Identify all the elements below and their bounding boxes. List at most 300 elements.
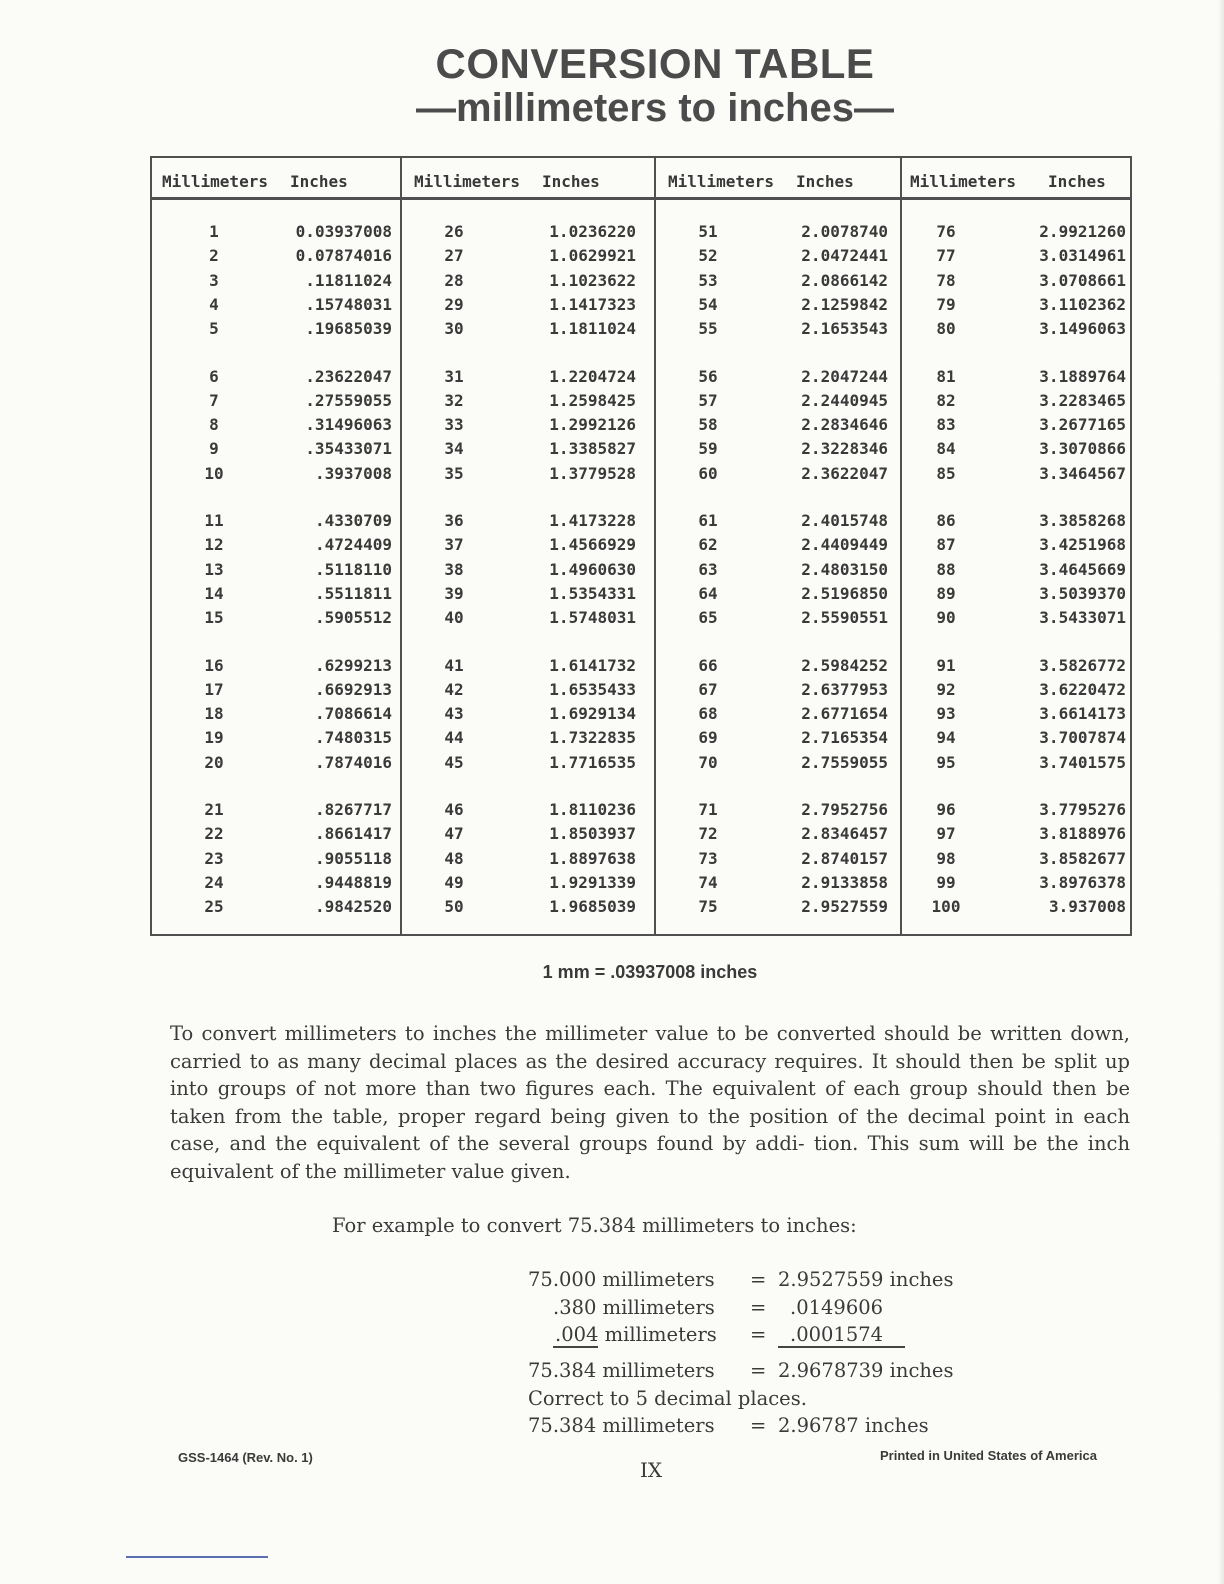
inch-value: 2.8740157 — [801, 848, 888, 868]
table-row — [656, 582, 900, 606]
inch-value: 1.2992126 — [549, 415, 636, 435]
mm-value: 6 — [209, 366, 219, 386]
inch-value: .6692913 — [314, 679, 392, 699]
inch-value: .6299213 — [314, 655, 392, 675]
inch-value: 2.2047244 — [801, 366, 888, 386]
table-row — [656, 822, 900, 846]
inch-value: 1.6141732 — [549, 655, 636, 675]
table-row — [656, 244, 900, 268]
table-row — [902, 509, 1130, 533]
mm-value: 35 — [444, 463, 464, 483]
inch-value: 3.8976378 — [1039, 872, 1126, 892]
inch-value: 1.5748031 — [549, 608, 636, 628]
table-row — [902, 558, 1130, 582]
inch-value: 2.8346457 — [801, 824, 888, 844]
mm-value: 51 — [698, 222, 718, 241]
conversion-table — [150, 156, 1132, 936]
table-row — [902, 220, 1130, 244]
mm-value: 65 — [698, 608, 718, 628]
mm-value: 80 — [936, 319, 956, 339]
inch-value: 1.3779528 — [549, 463, 636, 483]
mm-value: 2 — [209, 246, 219, 266]
mm-value: 44 — [444, 728, 464, 748]
table-row — [656, 462, 900, 486]
mm-value: 17 — [204, 679, 224, 699]
inch-value: .4330709 — [314, 511, 392, 530]
mm-value: 10 — [204, 463, 224, 483]
table-row — [402, 702, 654, 726]
mm-value: 85 — [936, 463, 956, 483]
mm-value: 96 — [936, 800, 956, 819]
inch-value: 3.8188976 — [1039, 824, 1126, 844]
mm-value: 99 — [936, 872, 956, 892]
inch-value: 1.1811024 — [549, 319, 636, 339]
inch-value: 3.937008 — [1048, 897, 1126, 917]
inch-value: 2.4015748 — [801, 511, 888, 530]
inch-value: 3.1889764 — [1039, 366, 1126, 386]
table-column-1 — [152, 158, 402, 934]
inch-value: 1.7716535 — [549, 752, 636, 772]
table-row — [152, 365, 400, 389]
mm-value: 81 — [936, 366, 956, 386]
mm-value: 43 — [444, 704, 464, 724]
inch-value: 3.8582677 — [1039, 848, 1126, 868]
table-row — [402, 871, 654, 895]
table-row — [902, 533, 1130, 557]
calc-line6-mm: 75.384 millimeters — [528, 1414, 715, 1437]
print-notice: Printed in United States of America — [880, 1448, 1097, 1463]
table-column-2 — [402, 158, 656, 934]
inch-value: 3.3070866 — [1039, 439, 1126, 459]
mm-value: 56 — [698, 366, 718, 386]
table-row — [152, 462, 400, 486]
row-group — [402, 365, 654, 510]
mm-value: 88 — [936, 559, 956, 579]
calc-line4-in: 2.9678739 inches — [778, 1359, 954, 1382]
page-subtitle: —millimeters to inches— — [416, 86, 894, 130]
table-row — [152, 678, 400, 702]
calc-line6-eq: = — [750, 1414, 767, 1437]
column-header — [402, 158, 654, 200]
mm-value: 78 — [936, 270, 956, 290]
mm-value: 39 — [444, 583, 464, 603]
inch-value: .9055118 — [314, 848, 392, 868]
mm-value: 62 — [698, 535, 718, 555]
table-row — [656, 654, 900, 678]
inch-value: 2.5590551 — [801, 608, 888, 628]
inch-value: .19685039 — [305, 319, 392, 339]
example-intro: For example to convert 75.384 millimeters to inches: — [332, 1214, 857, 1237]
inch-value: 1.9685039 — [549, 897, 636, 917]
inch-value: 3.7007874 — [1039, 728, 1126, 748]
row-group — [152, 509, 400, 654]
table-row — [152, 582, 400, 606]
mm-value: 29 — [444, 294, 464, 314]
mm-value: 13 — [204, 559, 224, 579]
inch-value: 1.7322835 — [549, 728, 636, 748]
column-header — [152, 158, 400, 200]
mm-value: 26 — [444, 222, 464, 241]
mm-value: 22 — [204, 824, 224, 844]
inch-value: .7086614 — [314, 704, 392, 724]
table-row — [152, 244, 400, 268]
table-row — [152, 269, 400, 293]
mm-value: 94 — [936, 728, 956, 748]
inch-value: 1.0629921 — [549, 246, 636, 266]
mm-value: 61 — [698, 511, 718, 530]
table-column-4 — [902, 158, 1130, 934]
inch-value: 3.0708661 — [1039, 270, 1126, 290]
mm-value: 54 — [698, 294, 718, 314]
mm-value: 63 — [698, 559, 718, 579]
table-row — [152, 533, 400, 557]
row-group — [902, 798, 1130, 943]
mm-value: 75 — [698, 897, 718, 917]
page-edge-shade — [1218, 0, 1224, 1584]
calc-line2-eq: = — [750, 1296, 767, 1319]
row-group — [656, 509, 900, 654]
mm-value: 53 — [698, 270, 718, 290]
inch-value: 2.5196850 — [801, 583, 888, 603]
mm-value: 47 — [444, 824, 464, 844]
mm-value: 38 — [444, 559, 464, 579]
mm-value: 16 — [204, 655, 224, 675]
mm-value: 100 — [931, 897, 961, 917]
table-row — [152, 558, 400, 582]
table-row — [902, 822, 1130, 846]
table-row — [656, 317, 900, 341]
table-row — [902, 582, 1130, 606]
mm-value: 55 — [698, 319, 718, 339]
inch-value: .9842520 — [314, 897, 392, 917]
table-row — [902, 798, 1130, 822]
header-inches: Inches — [542, 172, 600, 191]
column-header — [656, 158, 900, 200]
table-row — [402, 413, 654, 437]
table-row — [152, 702, 400, 726]
mm-value: 83 — [936, 415, 956, 435]
mm-value: 21 — [204, 800, 224, 819]
calc-line3-num: .004 — [555, 1323, 599, 1346]
row-group — [656, 220, 900, 365]
table-row — [402, 606, 654, 630]
inch-value: 2.0472441 — [801, 246, 888, 266]
table-row — [402, 558, 654, 582]
row-group — [902, 365, 1130, 510]
mm-value: 79 — [936, 294, 956, 314]
conversion-factor-note: 1 mm = .03937008 inches — [542, 962, 758, 982]
table-row — [402, 269, 654, 293]
mm-value: 18 — [204, 704, 224, 724]
inch-value: .3937008 — [314, 463, 392, 483]
row-group — [152, 798, 400, 943]
table-row — [402, 678, 654, 702]
inch-value: 2.7952756 — [801, 800, 888, 819]
inch-value: .5118110 — [314, 559, 392, 579]
table-row — [402, 293, 654, 317]
inch-value: 1.2204724 — [549, 366, 636, 386]
calc-line4-eq: = — [750, 1359, 767, 1382]
inch-value: 3.5826772 — [1039, 655, 1126, 675]
table-row — [656, 678, 900, 702]
table-row — [656, 606, 900, 630]
inch-value: 3.7795276 — [1039, 800, 1126, 819]
mm-value: 74 — [698, 872, 718, 892]
inch-value: 2.9527559 — [801, 897, 888, 917]
row-group — [402, 220, 654, 365]
table-row — [902, 244, 1130, 268]
inch-value: 0.03937008 — [295, 222, 392, 241]
header-millimeters: Millimeters — [910, 172, 1016, 191]
inch-value: .5511811 — [314, 583, 392, 603]
table-row — [402, 533, 654, 557]
mm-value: 32 — [444, 390, 464, 410]
inch-value: 1.9291339 — [549, 872, 636, 892]
mm-value: 70 — [698, 752, 718, 772]
inch-value: 3.4645669 — [1039, 559, 1126, 579]
inch-value: .7874016 — [314, 752, 392, 772]
mm-value: 30 — [444, 319, 464, 339]
mm-value: 25 — [204, 897, 224, 917]
table-row — [902, 654, 1130, 678]
mm-value: 11 — [204, 511, 224, 530]
column-header — [902, 158, 1130, 200]
mm-value: 23 — [204, 848, 224, 868]
mm-value: 72 — [698, 824, 718, 844]
inch-value: .35433071 — [305, 439, 392, 459]
mm-value: 31 — [444, 366, 464, 386]
inch-value: 2.5984252 — [801, 655, 888, 675]
inch-value: 3.2283465 — [1039, 390, 1126, 410]
table-row — [402, 751, 654, 775]
inch-value: 2.3622047 — [801, 463, 888, 483]
table-row — [902, 702, 1130, 726]
table-row — [402, 462, 654, 486]
mm-value: 93 — [936, 704, 956, 724]
inch-value: 2.9921260 — [1039, 222, 1126, 241]
page-title: CONVERSION TABLE — [435, 40, 875, 87]
inch-value: 0.07874016 — [295, 246, 392, 266]
inch-value: .15748031 — [305, 294, 392, 314]
table-row — [152, 606, 400, 630]
header-inches: Inches — [290, 172, 348, 191]
inch-value: 1.8110236 — [549, 800, 636, 819]
inch-value: 2.1259842 — [801, 294, 888, 314]
mm-value: 73 — [698, 848, 718, 868]
inch-value: .5905512 — [314, 608, 392, 628]
mm-value: 97 — [936, 824, 956, 844]
inch-value: 2.2834646 — [801, 415, 888, 435]
mm-value: 68 — [698, 704, 718, 724]
mm-value: 5 — [209, 319, 219, 339]
table-row — [656, 365, 900, 389]
inch-value: 2.0866142 — [801, 270, 888, 290]
table-row — [152, 220, 400, 244]
inch-value: 3.5433071 — [1039, 608, 1126, 628]
inch-value: 2.0078740 — [801, 222, 888, 241]
inch-value: 3.4251968 — [1039, 535, 1126, 555]
mm-value: 37 — [444, 535, 464, 555]
table-row — [402, 509, 654, 533]
mm-value: 1 — [209, 222, 219, 241]
table-row — [656, 509, 900, 533]
inch-value: 1.1023622 — [549, 270, 636, 290]
mm-value: 89 — [936, 583, 956, 603]
inch-value: 1.4566929 — [549, 535, 636, 555]
inch-value: 3.1102362 — [1039, 294, 1126, 314]
table-row — [656, 798, 900, 822]
mm-value: 52 — [698, 246, 718, 266]
inch-value: 3.3858268 — [1039, 511, 1126, 530]
table-row — [656, 389, 900, 413]
inch-value: 3.6220472 — [1039, 679, 1126, 699]
inch-value: 1.6535433 — [549, 679, 636, 699]
calc-line6-in: 2.96787 inches — [778, 1414, 929, 1437]
table-row — [152, 509, 400, 533]
inch-value: 1.3385827 — [549, 439, 636, 459]
header-millimeters: Millimeters — [668, 172, 774, 191]
table-row — [152, 726, 400, 750]
row-group — [902, 509, 1130, 654]
table-row — [902, 606, 1130, 630]
inch-value: 3.7401575 — [1039, 752, 1126, 772]
row-group — [152, 220, 400, 365]
mm-value: 45 — [444, 752, 464, 772]
calc-line3-eq: = — [750, 1323, 767, 1346]
header-millimeters: Millimeters — [162, 172, 268, 191]
calc-line3-in: .0001574 — [778, 1323, 905, 1348]
table-row — [656, 533, 900, 557]
calc-line1-eq: = — [750, 1268, 767, 1291]
calc-line3-mm — [553, 1323, 717, 1346]
inch-value: 3.5039370 — [1039, 583, 1126, 603]
mm-value: 42 — [444, 679, 464, 699]
table-row — [656, 726, 900, 750]
mm-value: 66 — [698, 655, 718, 675]
mm-value: 60 — [698, 463, 718, 483]
row-group — [656, 654, 900, 799]
mm-value: 36 — [444, 511, 464, 530]
row-group — [402, 509, 654, 654]
row-group — [152, 365, 400, 510]
mm-value: 8 — [209, 415, 219, 435]
inch-value: 1.6929134 — [549, 704, 636, 724]
inch-value: 2.4409449 — [801, 535, 888, 555]
inch-value: .8267717 — [314, 800, 392, 819]
mm-value: 84 — [936, 439, 956, 459]
table-row — [902, 413, 1130, 437]
table-row — [152, 751, 400, 775]
table-row — [402, 798, 654, 822]
mm-value: 71 — [698, 800, 718, 819]
table-row — [902, 365, 1130, 389]
mm-value: 91 — [936, 655, 956, 675]
table-row — [402, 822, 654, 846]
table-row — [902, 895, 1130, 919]
table-row — [402, 582, 654, 606]
inch-value: 2.9133858 — [801, 872, 888, 892]
row-group — [656, 365, 900, 510]
mm-value: 87 — [936, 535, 956, 555]
inch-value: 3.0314961 — [1039, 246, 1126, 266]
inch-value: 2.1653543 — [801, 319, 888, 339]
table-row — [656, 413, 900, 437]
table-row — [152, 822, 400, 846]
mm-value: 48 — [444, 848, 464, 868]
mm-value: 9 — [209, 439, 219, 459]
inch-value: .9448819 — [314, 872, 392, 892]
table-row — [902, 678, 1130, 702]
mm-value: 14 — [204, 583, 224, 603]
table-row — [656, 751, 900, 775]
inch-value: 1.1417323 — [549, 294, 636, 314]
mm-value: 67 — [698, 679, 718, 699]
table-row — [656, 871, 900, 895]
table-row — [402, 365, 654, 389]
mm-value: 3 — [209, 270, 219, 290]
table-row — [402, 654, 654, 678]
table-row — [902, 437, 1130, 461]
table-row — [656, 293, 900, 317]
table-row — [902, 389, 1130, 413]
table-row — [152, 654, 400, 678]
inch-value: 2.2440945 — [801, 390, 888, 410]
bottom-rule — [126, 1556, 268, 1558]
table-row — [152, 895, 400, 919]
mm-value: 19 — [204, 728, 224, 748]
table-row — [402, 437, 654, 461]
table-row — [152, 437, 400, 461]
inch-value: .7480315 — [314, 728, 392, 748]
inch-value: .31496063 — [305, 415, 392, 435]
table-row — [152, 317, 400, 341]
inch-value: 2.6377953 — [801, 679, 888, 699]
mm-value: 20 — [204, 752, 224, 772]
inch-value: .11811024 — [305, 270, 392, 290]
inch-value: .23622047 — [305, 366, 392, 386]
mm-value: 49 — [444, 872, 464, 892]
mm-value: 82 — [936, 390, 956, 410]
mm-value: 34 — [444, 439, 464, 459]
inch-value: 1.5354331 — [549, 583, 636, 603]
table-row — [402, 847, 654, 871]
mm-value: 98 — [936, 848, 956, 868]
table-row — [152, 413, 400, 437]
table-row — [152, 798, 400, 822]
mm-value: 77 — [936, 246, 956, 266]
inch-value: 3.6614173 — [1039, 704, 1126, 724]
mm-value: 57 — [698, 390, 718, 410]
row-group — [902, 654, 1130, 799]
table-row — [902, 293, 1130, 317]
mm-value: 50 — [444, 897, 464, 917]
inch-value: 1.8503937 — [549, 824, 636, 844]
mm-value: 95 — [936, 752, 956, 772]
inch-value: 3.1496063 — [1039, 319, 1126, 339]
mm-value: 15 — [204, 608, 224, 628]
header-inches: Inches — [1048, 172, 1106, 191]
table-row — [656, 702, 900, 726]
header-millimeters: Millimeters — [414, 172, 520, 191]
table-row — [902, 847, 1130, 871]
mm-value: 24 — [204, 872, 224, 892]
row-group — [152, 654, 400, 799]
inch-value: 1.4173228 — [549, 511, 636, 530]
calc-line1-mm: 75.000 millimeters — [528, 1268, 715, 1291]
mm-value: 41 — [444, 655, 464, 675]
calc-line2-in: .0149606 — [790, 1296, 884, 1319]
table-row — [902, 462, 1130, 486]
